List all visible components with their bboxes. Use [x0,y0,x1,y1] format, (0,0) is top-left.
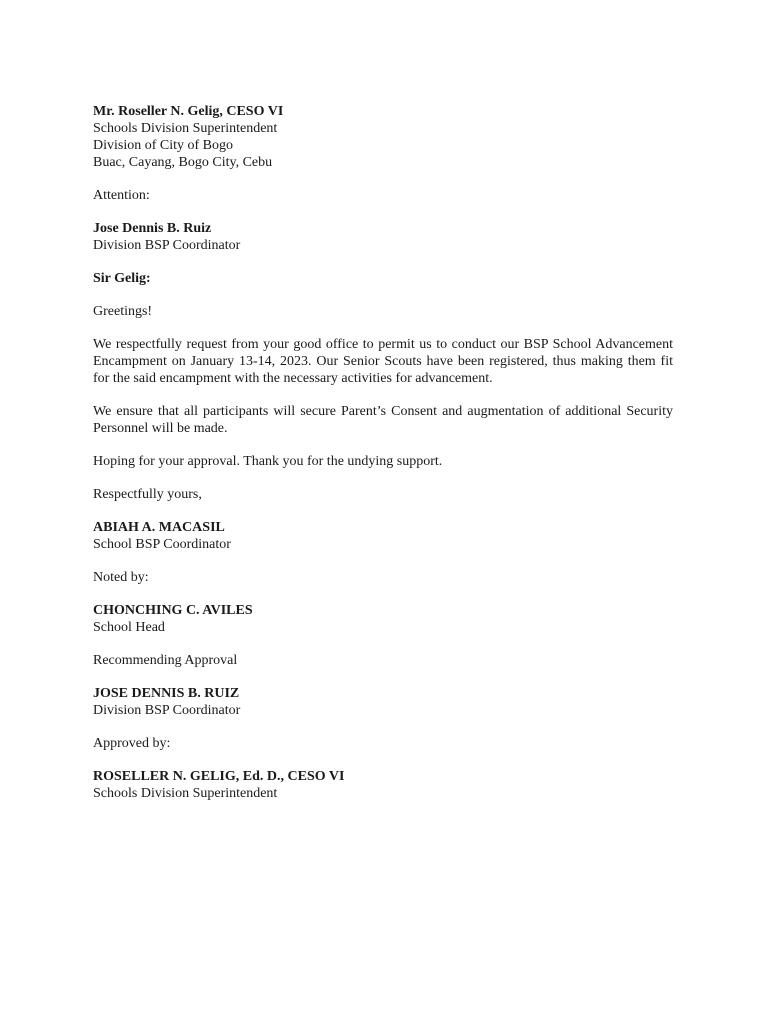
body-paragraph-3: Hoping for your approval. Thank you for the undying support. [93,454,443,469]
body-paragraph-2: We ensure that all participants will secure Parent’s Consent and augmentation of additional Security Personnel will be made. [93,404,673,436]
attention-position: Division BSP Coordinator [93,238,241,253]
salutation: Sir Gelig: [93,271,151,286]
noted-name: CHONCHING C. AVILES [93,603,253,618]
sender-name: ABIAH A. MACASIL [93,520,225,535]
greeting: Greetings! [93,304,153,319]
approved-signature-block [93,768,673,802]
approved-position: Schools Division Superintendent [93,786,278,801]
noted-by-label: Noted by: [93,570,149,585]
closing: Respectfully yours, [93,487,202,502]
letter-page [93,103,673,802]
noted-position: School Head [93,620,165,635]
recommending-name: JOSE DENNIS B. RUIZ [93,686,240,701]
body-paragraph-1: We respectfully request from your good office to permit us to conduct our BSP School Advancement Encampment on January 13-14, 2023. Our Senior Scouts have been registered, thus making them fit for the said encampment with the necessary activities for advancement. [93,337,673,386]
recipient-address: Buac, Cayang, Bogo City, Cebu [93,155,273,170]
recommending-label: Recommending Approval [93,653,238,668]
recommending-signature-block [93,685,673,719]
approved-by-label: Approved by: [93,736,171,751]
recipient-block [93,103,673,171]
recipient-name: Mr. Roseller N. Gelig, CESO VI [93,104,284,119]
approved-name: ROSELLER N. GELIG, Ed. D., CESO VI [93,769,345,784]
recipient-office: Division of City of Bogo [93,138,234,153]
recipient-position: Schools Division Superintendent [93,121,278,136]
attention-label: Attention: [93,188,150,203]
attention-name: Jose Dennis B. Ruiz [93,221,212,236]
noted-signature-block [93,602,673,636]
sender-position: School BSP Coordinator [93,537,231,552]
recommending-position: Division BSP Coordinator [93,703,241,718]
sender-signature-block [93,519,673,553]
attention-block [93,220,673,254]
